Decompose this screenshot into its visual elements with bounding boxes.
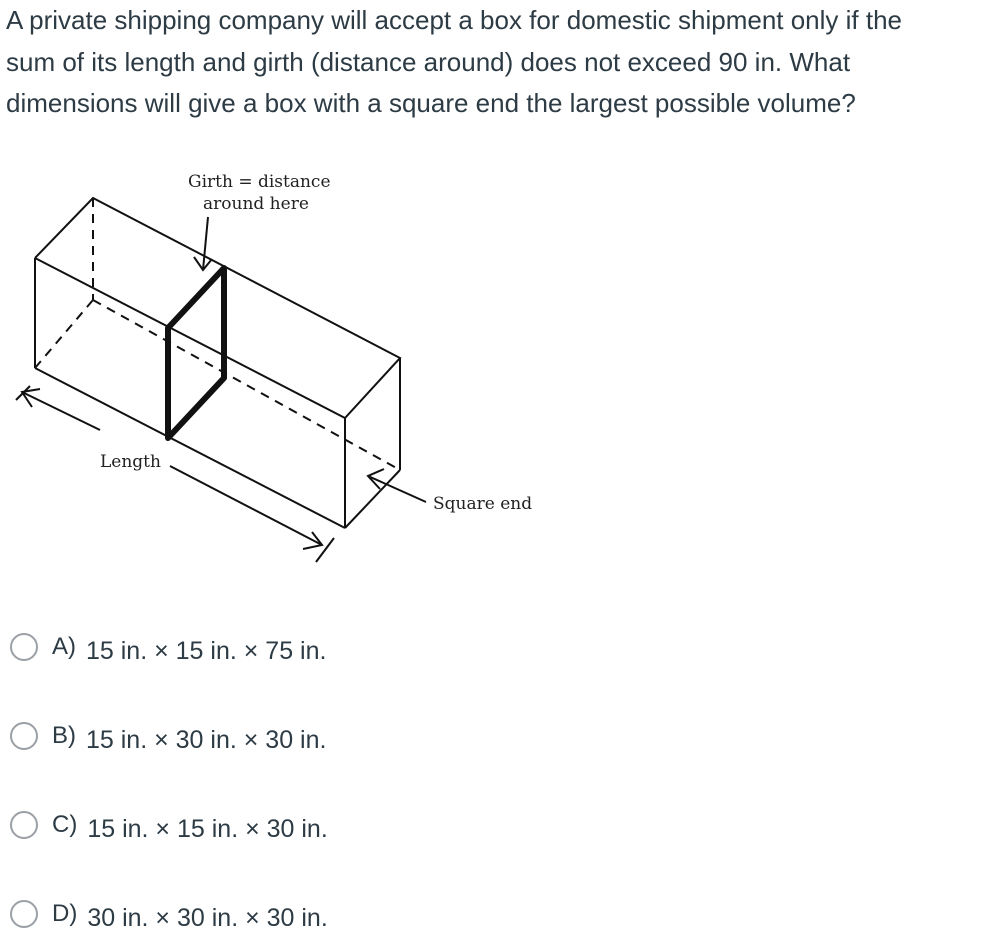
box-outline bbox=[35, 198, 400, 528]
radio-button-b[interactable] bbox=[10, 722, 38, 750]
question-text bbox=[6, 0, 1001, 125]
girth-arrow bbox=[194, 217, 212, 270]
answer-letter-b: B) bbox=[52, 722, 76, 749]
box-diagram-svg bbox=[0, 160, 560, 580]
answer-text-a: 15 in. × 15 in. × 75 in. bbox=[86, 636, 327, 665]
answer-text-b: 15 in. × 30 in. × 30 in. bbox=[86, 725, 327, 754]
length-arrow bbox=[16, 386, 334, 562]
question-line-3: dimensions will give a box with a square end the largest possible volume? bbox=[6, 88, 856, 118]
girth-outline bbox=[168, 268, 224, 438]
answer-letter-a: A) bbox=[52, 633, 76, 660]
radio-button-a[interactable] bbox=[10, 633, 38, 661]
box-diagram bbox=[0, 160, 560, 580]
answer-option-b[interactable] bbox=[10, 716, 326, 756]
question-line-1: A private shipping company will accept a box for domestic shipment only if the bbox=[6, 5, 903, 35]
answer-letter-d: D) bbox=[52, 900, 78, 927]
girth-label-line-1: Girth = distance bbox=[188, 172, 331, 192]
answer-text-c: 15 in. × 15 in. × 30 in. bbox=[87, 814, 328, 843]
question-line-2: sum of its length and girth (distance around) does not exceed 90 in. What bbox=[6, 46, 851, 77]
length-label: Length bbox=[100, 452, 161, 472]
answer-letter-c: C) bbox=[52, 811, 78, 838]
radio-button-c[interactable] bbox=[10, 811, 38, 839]
answer-option-c[interactable] bbox=[10, 805, 328, 845]
answer-option-a[interactable] bbox=[10, 627, 326, 667]
square-end-label: Square end bbox=[433, 494, 533, 514]
girth-label-line-2: around here bbox=[203, 194, 309, 214]
bottom-front-edge bbox=[35, 368, 345, 528]
radio-button-d[interactable] bbox=[10, 900, 38, 928]
answer-option-d[interactable] bbox=[10, 894, 328, 933]
answer-text-d: 30 in. × 30 in. × 30 in. bbox=[87, 903, 328, 932]
